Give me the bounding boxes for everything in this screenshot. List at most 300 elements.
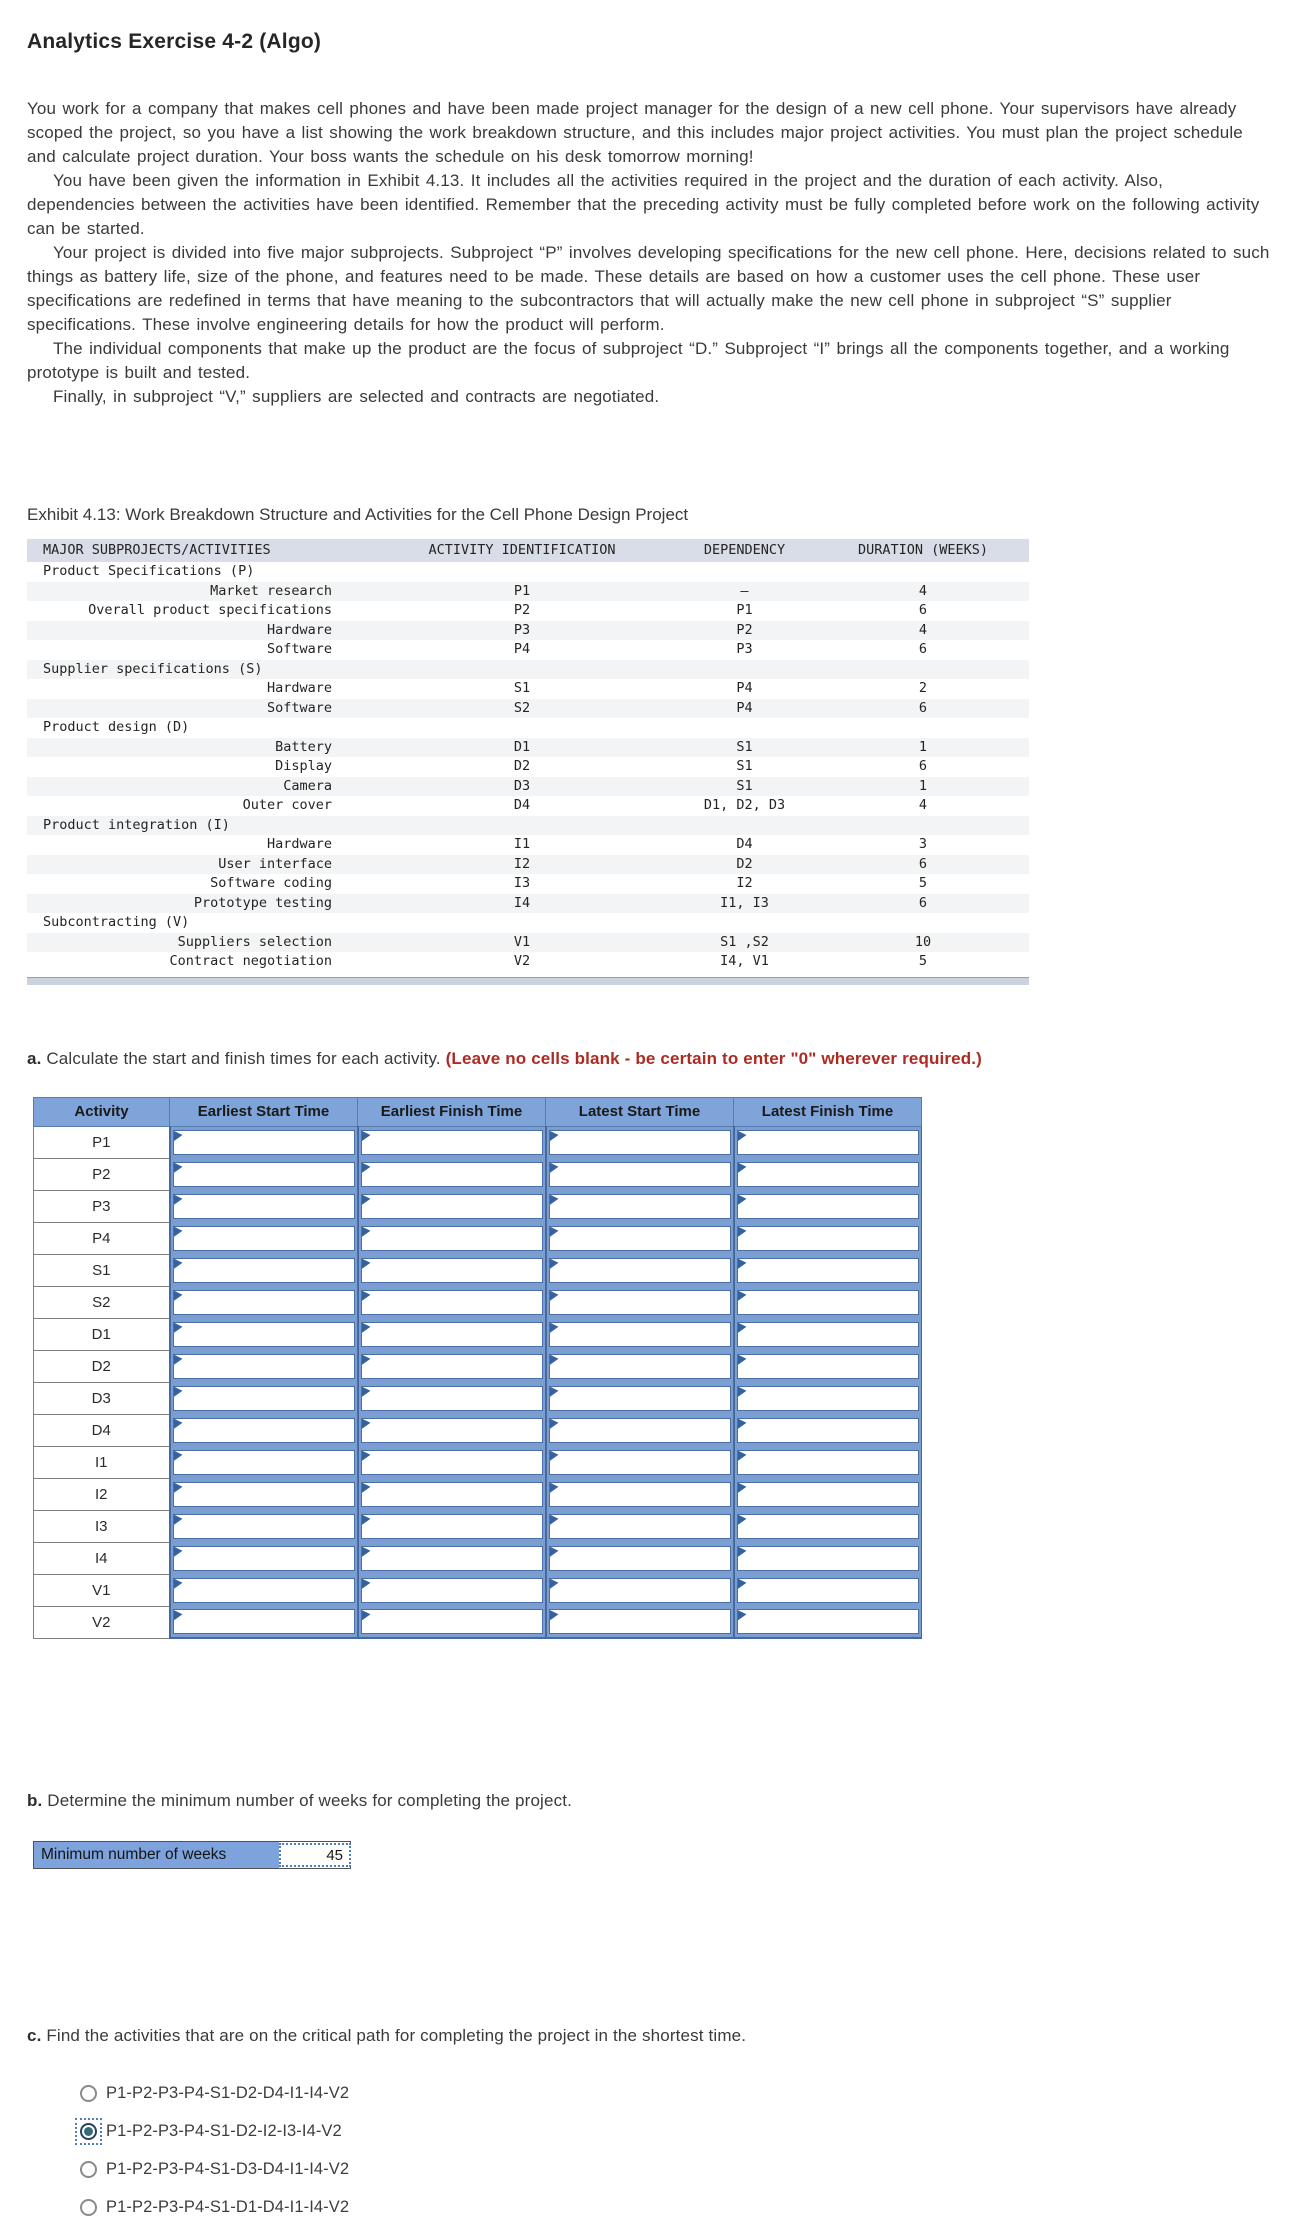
input-S1-latest-finish[interactable] (738, 1259, 919, 1282)
exhibit-duration: 6 (918, 602, 928, 618)
answer-row-V1 (34, 1574, 922, 1606)
exhibit-duration (817, 913, 1029, 933)
answer-input-frame (361, 1194, 543, 1219)
exhibit-duration: 6 (918, 641, 928, 657)
exhibit-dependency: S1 ,S2 (720, 933, 769, 950)
answer-cell (358, 1414, 546, 1446)
answer-cell (358, 1446, 546, 1478)
activity-label: V2 (34, 1606, 170, 1638)
answer-cell (170, 1158, 358, 1190)
answer-row-I4 (34, 1542, 922, 1574)
answer-input-frame (361, 1578, 543, 1603)
exhibit-activity-label: User interface (218, 855, 332, 872)
answer-cell (170, 1574, 358, 1606)
intro-paragraph-2: You have been given the information in Exhibit 4.13. It includes all the activities required in the project and the duration of each activity. Also, dependencies between the activities have been identified. Remember that the preceding activity must be fully completed before work on the following activity can be started. (27, 171, 1260, 238)
exhibit-activity-row (27, 582, 1029, 602)
exhibit-activity-label: Software (266, 699, 332, 716)
critical-path-option-label[interactable]: P1-P2-P3-P4-S1-D2-D4-I1-I4-V2 (106, 2084, 350, 2102)
answer-cell (546, 1318, 734, 1350)
answer-cell (546, 1542, 734, 1574)
input-D2-earliest-start[interactable] (174, 1355, 354, 1378)
part-b-text: Determine the minimum number of weeks for completing the project. (42, 1791, 572, 1810)
answer-cell (546, 1478, 734, 1510)
input-I4-earliest-finish[interactable] (362, 1547, 542, 1570)
exhibit-dependency: S1 (736, 758, 753, 774)
exhibit-dependency: S1 (736, 777, 753, 794)
activity-label: V1 (34, 1574, 170, 1606)
input-S2-earliest-start[interactable] (174, 1291, 354, 1314)
input-I3-latest-finish[interactable] (738, 1515, 919, 1538)
exhibit-activity-label: Product integration (I) (43, 816, 230, 833)
answer-input-frame (361, 1322, 543, 1347)
header-activity: Activity (34, 1097, 170, 1126)
exhibit-activity-row (27, 777, 1029, 797)
input-D1-latest-finish[interactable] (738, 1323, 919, 1346)
answer-cell (358, 1190, 546, 1222)
answer-cell (170, 1286, 358, 1318)
answer-cell (734, 1190, 922, 1222)
answer-input-frame (737, 1482, 920, 1507)
radio-button-selected-icon[interactable] (80, 2123, 97, 2140)
answer-input-frame (549, 1482, 731, 1507)
exhibit-activity-id: P1 (513, 582, 531, 599)
answer-input-frame (737, 1354, 920, 1379)
input-D3-earliest-finish[interactable] (362, 1387, 542, 1410)
answer-input-frame (173, 1609, 355, 1634)
exhibit-header-duration: DURATION (WEEKS) (857, 542, 989, 558)
exhibit-body (27, 562, 1029, 972)
input-P2-latest-start[interactable] (550, 1163, 730, 1186)
input-P2-earliest-start[interactable] (174, 1163, 354, 1186)
exhibit-activity-row (27, 757, 1029, 777)
activity-label: P1 (34, 1126, 170, 1158)
input-S1-earliest-start[interactable] (174, 1259, 354, 1282)
exhibit-section-row (27, 562, 1029, 582)
answer-input-frame (737, 1418, 920, 1443)
exhibit-activity-id: D4 (513, 797, 531, 813)
exhibit-dependency: I2 (736, 875, 753, 891)
exhibit-activity-label: Contract negotiation (169, 953, 332, 969)
input-I4-earliest-start[interactable] (174, 1547, 354, 1570)
answer-input-frame (549, 1418, 731, 1443)
input-D2-latest-finish[interactable] (738, 1355, 919, 1378)
answer-cell (546, 1510, 734, 1542)
answer-cell (170, 1382, 358, 1414)
answer-cell (546, 1574, 734, 1606)
answer-input-frame (173, 1226, 355, 1251)
exhibit-activity-label: Software (266, 641, 332, 657)
exhibit-duration: 6 (918, 855, 928, 872)
activity-label: I1 (34, 1446, 170, 1478)
input-D3-latest-finish[interactable] (738, 1387, 919, 1410)
radio-button-icon[interactable] (80, 2085, 97, 2102)
answer-input-frame (737, 1290, 920, 1315)
input-V2-latest-finish[interactable] (738, 1610, 919, 1633)
input-P3-earliest-start[interactable] (174, 1195, 354, 1218)
input-V1-latest-start[interactable] (550, 1579, 730, 1602)
answer-cell (734, 1126, 922, 1158)
exhibit-caption: Exhibit 4.13: Work Breakdown Structure and Activities for the Cell Phone Design Project (27, 505, 689, 524)
radio-frame (80, 2199, 97, 2216)
exhibit-dependency (672, 816, 817, 836)
intro-paragraph-4: The individual components that make up the product are the focus of subproject “D.” Subproject “I” brings all the components together, and a working prototype is built and tested. (27, 339, 1230, 382)
answer-input-frame (173, 1194, 355, 1219)
exhibit-header-activities: MAJOR SUBPROJECTS/ACTIVITIES (43, 542, 271, 558)
answer-input-frame (549, 1258, 731, 1283)
answer-cell (734, 1254, 922, 1286)
exhibit-duration: 5 (918, 953, 928, 969)
input-S2-latest-start[interactable] (550, 1291, 730, 1314)
critical-path-option-label[interactable]: P1-P2-P3-P4-S1-D3-D4-I1-I4-V2 (106, 2160, 350, 2178)
input-P4-latest-finish[interactable] (738, 1227, 919, 1250)
answer-cell (546, 1126, 734, 1158)
answer-cell (170, 1414, 358, 1446)
min-weeks-table (33, 1841, 351, 1869)
answer-row-P1 (34, 1126, 922, 1158)
exhibit-activity-label: Subcontracting (V) (43, 914, 190, 930)
answer-input-frame (173, 1482, 355, 1507)
input-I3-latest-start[interactable] (550, 1515, 730, 1538)
answer-cell (170, 1126, 358, 1158)
input-S1-earliest-finish[interactable] (362, 1259, 542, 1282)
critical-path-option-1[interactable] (80, 2080, 1277, 2107)
input-I2-latest-finish[interactable] (738, 1483, 919, 1506)
input-I2-earliest-finish[interactable] (362, 1483, 542, 1506)
input-I1-latest-finish[interactable] (738, 1451, 919, 1474)
exhibit-duration (817, 562, 1029, 582)
exhibit-activity-row (27, 855, 1029, 875)
header-earliest-finish: Earliest Finish Time (358, 1097, 546, 1126)
part-b-instruction (27, 1789, 1277, 1813)
answer-cell (358, 1510, 546, 1542)
input-P2-earliest-finish[interactable] (362, 1163, 542, 1186)
exhibit-dependency: D4 (736, 836, 753, 852)
input-I1-earliest-start[interactable] (174, 1451, 354, 1474)
activity-label: S1 (34, 1254, 170, 1286)
input-D4-latest-finish[interactable] (738, 1419, 919, 1442)
answer-input-frame (173, 1162, 355, 1187)
answer-cell (734, 1478, 922, 1510)
exhibit-activity-label: Hardware (266, 621, 332, 638)
answer-row-S2 (34, 1286, 922, 1318)
input-D1-latest-start[interactable] (550, 1323, 730, 1346)
answer-input-frame (173, 1418, 355, 1443)
exhibit-activity-id: P3 (513, 621, 531, 638)
page-title: Analytics Exercise 4-2 (Algo) (27, 30, 322, 53)
answer-input-frame (361, 1546, 543, 1571)
input-P1-latest-finish[interactable] (738, 1131, 919, 1154)
answer-cell (546, 1254, 734, 1286)
exhibit-dependency: P2 (736, 621, 753, 638)
exhibit-duration: 6 (918, 894, 928, 911)
answer-input-frame (737, 1609, 920, 1634)
critical-path-option-3[interactable] (80, 2156, 1277, 2183)
exhibit-dependency: P4 (736, 699, 753, 716)
exhibit-section-row (27, 718, 1029, 738)
input-V1-earliest-finish[interactable] (362, 1579, 542, 1602)
input-D1-earliest-finish[interactable] (362, 1323, 542, 1346)
part-a-prefix: a. (27, 1048, 42, 1068)
answer-cell (546, 1158, 734, 1190)
answer-input-frame (549, 1162, 731, 1187)
answer-input-frame (361, 1386, 543, 1411)
exhibit-activity-id (372, 562, 672, 582)
input-D3-latest-start[interactable] (550, 1387, 730, 1410)
exhibit-section-row (27, 816, 1029, 836)
answer-input-frame (361, 1450, 543, 1475)
part-c-prefix: c. (27, 2026, 42, 2045)
input-S2-latest-finish[interactable] (738, 1291, 919, 1314)
critical-path-option-2[interactable] (80, 2118, 1277, 2145)
answer-row-V2 (34, 1606, 922, 1638)
exhibit-duration: 6 (918, 758, 928, 774)
answer-cell (170, 1190, 358, 1222)
exhibit-activity-row (27, 894, 1029, 914)
input-I1-earliest-finish[interactable] (362, 1451, 542, 1474)
answer-input-frame (361, 1418, 543, 1443)
answer-input-frame (361, 1514, 543, 1539)
answer-input-frame (737, 1578, 920, 1603)
answer-cell (358, 1574, 546, 1606)
part-c-instruction (27, 2024, 1277, 2048)
input-I1-latest-start[interactable] (550, 1451, 730, 1474)
part-c-text: Find the activities that are on the critical path for completing the project in the shortest time. (41, 2026, 747, 2045)
answer-row-D2 (34, 1350, 922, 1382)
exhibit-activity-id: I2 (513, 855, 531, 872)
exhibit-duration (817, 816, 1029, 836)
input-P1-latest-start[interactable] (550, 1131, 730, 1154)
input-D3-earliest-start[interactable] (174, 1387, 354, 1410)
exhibit-duration (817, 660, 1029, 680)
exhibit-activity-row (27, 835, 1029, 855)
answer-row-I3 (34, 1510, 922, 1542)
answer-cell (358, 1222, 546, 1254)
answer-input-frame (549, 1354, 731, 1379)
answer-input-frame (737, 1386, 920, 1411)
input-P3-latest-finish[interactable] (738, 1195, 919, 1218)
exhibit-activity-row (27, 952, 1029, 972)
input-P1-earliest-finish[interactable] (362, 1131, 542, 1154)
input-D4-earliest-finish[interactable] (362, 1419, 542, 1442)
input-V2-latest-start[interactable] (550, 1610, 730, 1633)
answer-cell (734, 1382, 922, 1414)
input-P3-latest-start[interactable] (550, 1195, 730, 1218)
exhibit-activity-id (372, 718, 672, 738)
answer-input-frame (549, 1194, 731, 1219)
answer-input-frame (361, 1482, 543, 1507)
answer-cell (734, 1542, 922, 1574)
exhibit-activity-id: D3 (513, 777, 531, 794)
answer-cell (358, 1382, 546, 1414)
exhibit-activity-label: Hardware (266, 836, 332, 852)
exhibit-horizontal-scrollbar[interactable] (27, 977, 1029, 985)
header-earliest-start: Earliest Start Time (170, 1097, 358, 1126)
input-V2-earliest-finish[interactable] (362, 1610, 542, 1633)
input-I4-latest-start[interactable] (550, 1547, 730, 1570)
exhibit-activity-id: I4 (513, 894, 531, 911)
answer-cell (358, 1542, 546, 1574)
answer-cell (170, 1542, 358, 1574)
exhibit-header-dependency: DEPENDENCY (703, 542, 786, 558)
activity-label: P4 (34, 1222, 170, 1254)
exhibit-activity-label: Suppliers selection (177, 933, 332, 950)
exhibit-activity-label: Hardware (266, 680, 332, 696)
exhibit-activity-id: I1 (513, 836, 531, 852)
exhibit-activity-label: Product Specifications (P) (43, 563, 255, 579)
answer-input-frame (737, 1130, 920, 1155)
exhibit-dependency: P1 (736, 602, 753, 618)
input-D2-earliest-finish[interactable] (362, 1355, 542, 1378)
answer-cell (170, 1318, 358, 1350)
answer-row-D3 (34, 1382, 922, 1414)
answer-input-frame (549, 1578, 731, 1603)
intro-paragraph-3: Your project is divided into five major subprojects. Subproject “P” involves developing specifications for the new cell phone. Here, decisions related to such things as battery life, size of the phone, and features need to be made. These details are based on how a customer uses the cell phone. These user specifications are redefined in terms that have meaning to the subcontractors that will actually make the new cell phone in subproject “S” supplier specifications. These involve engineering details for how the product will perform. (27, 243, 1270, 334)
part-a-note: (Leave no cells blank - be certain to enter "0" wherever required.) (445, 1048, 982, 1068)
activity-label: D2 (34, 1350, 170, 1382)
part-a-instruction (27, 1047, 1277, 1071)
exhibit-duration: 10 (914, 933, 932, 950)
critical-path-options (80, 2080, 1277, 2221)
answer-cell (734, 1286, 922, 1318)
answer-input-frame (737, 1226, 920, 1251)
answer-cell (734, 1606, 922, 1638)
answer-input-frame (549, 1386, 731, 1411)
exhibit-activity-label: Prototype testing (193, 894, 332, 911)
answer-input-frame (173, 1578, 355, 1603)
input-D2-latest-start[interactable] (550, 1355, 730, 1378)
input-P2-latest-finish[interactable] (738, 1163, 919, 1186)
answer-cell (170, 1222, 358, 1254)
answer-cell (546, 1606, 734, 1638)
exhibit-activity-id: V2 (513, 953, 531, 969)
answer-cell (734, 1446, 922, 1478)
exhibit-activity-row (27, 933, 1029, 953)
exhibit-dependency: P4 (736, 680, 753, 696)
input-I3-earliest-start[interactable] (174, 1515, 354, 1538)
exhibit-dependency: – (740, 582, 749, 599)
answer-cell (546, 1382, 734, 1414)
input-D4-latest-start[interactable] (550, 1419, 730, 1442)
critical-path-option-4[interactable] (80, 2194, 1277, 2221)
answer-input-frame (549, 1546, 731, 1571)
exhibit-activity-row (27, 640, 1029, 660)
answer-input-frame (549, 1130, 731, 1155)
answer-input-frame (737, 1514, 920, 1539)
answer-cell (358, 1350, 546, 1382)
critical-path-option-label[interactable]: P1-P2-P3-P4-S1-D2-I2-I3-I4-V2 (106, 2122, 342, 2140)
exhibit-dependency (672, 913, 817, 933)
exhibit-activity-label: Battery (275, 738, 332, 755)
activity-label: S2 (34, 1286, 170, 1318)
answer-input-frame (737, 1162, 920, 1187)
answer-input-frame (173, 1450, 355, 1475)
answer-row-I2 (34, 1478, 922, 1510)
answer-row-P3 (34, 1190, 922, 1222)
exhibit-dependency: I4, V1 (720, 953, 769, 969)
exhibit-activity-label: Software coding (210, 875, 332, 891)
radio-button-icon[interactable] (80, 2161, 97, 2178)
part-b-prefix: b. (27, 1791, 43, 1810)
exhibit-dependency (672, 562, 817, 582)
input-S1-latest-start[interactable] (550, 1259, 730, 1282)
answer-row-D1 (34, 1318, 922, 1350)
exhibit-activity-id (372, 816, 672, 836)
input-V1-latest-finish[interactable] (738, 1579, 919, 1602)
input-I2-earliest-start[interactable] (174, 1483, 354, 1506)
exhibit-activity-label: Overall product specifications (88, 602, 332, 618)
answer-cell (358, 1606, 546, 1638)
exhibit-activity-id: S1 (513, 680, 531, 696)
exhibit-dependency: P3 (736, 641, 753, 657)
exhibit-header-row (27, 539, 1029, 562)
answer-cell (170, 1510, 358, 1542)
exhibit-activity-label: Product design (D) (43, 719, 190, 735)
answer-input-frame (737, 1546, 920, 1571)
input-D1-earliest-start[interactable] (174, 1323, 354, 1346)
answer-cell (734, 1350, 922, 1382)
input-I2-latest-start[interactable] (550, 1483, 730, 1506)
answer-input-frame (361, 1354, 543, 1379)
input-P3-earliest-finish[interactable] (362, 1195, 542, 1218)
input-D4-earliest-start[interactable] (174, 1419, 354, 1442)
exhibit-activity-id: P4 (513, 641, 531, 657)
radio-button-icon[interactable] (80, 2199, 97, 2216)
answer-cell (170, 1350, 358, 1382)
input-P4-earliest-start[interactable] (174, 1227, 354, 1250)
critical-path-option-label[interactable]: P1-P2-P3-P4-S1-D1-D4-I1-I4-V2 (106, 2198, 350, 2216)
exhibit-duration: 4 (918, 797, 928, 813)
input-P4-earliest-finish[interactable] (362, 1227, 542, 1250)
exhibit-activity-id: V1 (513, 933, 531, 950)
answer-cell (170, 1478, 358, 1510)
answer-cell (358, 1318, 546, 1350)
radio-selected-focus-ring (80, 2123, 97, 2140)
exhibit-section-row (27, 913, 1029, 933)
exhibit-activity-id (372, 660, 672, 680)
answer-input-frame (361, 1226, 543, 1251)
intro-paragraph-1: You work for a company that makes cell phones and have been made project manager for the design of a new cell phone. Your supervisors have already scoped the project, so you have a list showing the work breakdown structure, and this includes major project activities. You must plan the project schedule and calculate project duration. Your boss wants the schedule on his desk tomorrow morning! (27, 99, 1243, 166)
answer-cell (734, 1318, 922, 1350)
input-P4-latest-start[interactable] (550, 1227, 730, 1250)
answer-row-D4 (34, 1414, 922, 1446)
input-P1-earliest-start[interactable] (174, 1131, 354, 1154)
exhibit-activity-id: I3 (513, 875, 531, 891)
exhibit-activity-row (27, 679, 1029, 699)
input-I3-earliest-finish[interactable] (362, 1515, 542, 1538)
exhibit-activity-id: S2 (513, 699, 531, 716)
answer-cell (358, 1286, 546, 1318)
input-I4-latest-finish[interactable] (738, 1547, 919, 1570)
exhibit-dependency (672, 660, 817, 680)
min-weeks-input[interactable] (279, 1843, 351, 1867)
intro-text (27, 97, 1277, 459)
input-V2-earliest-start[interactable] (174, 1610, 354, 1633)
min-weeks-label: Minimum number of weeks (34, 1842, 279, 1868)
exhibit-section-row (27, 660, 1029, 680)
exhibit-activity-row (27, 796, 1029, 816)
exhibit-duration: 6 (918, 699, 928, 716)
answer-input-frame (361, 1130, 543, 1155)
answer-cell (734, 1158, 922, 1190)
answer-cell (546, 1222, 734, 1254)
activity-label: D1 (34, 1318, 170, 1350)
answer-cell (170, 1254, 358, 1286)
input-S2-earliest-finish[interactable] (362, 1291, 542, 1314)
input-V1-earliest-start[interactable] (174, 1579, 354, 1602)
exhibit-dependency: D1, D2, D3 (703, 797, 786, 813)
activity-label: P2 (34, 1158, 170, 1190)
exhibit-activity-id (372, 913, 672, 933)
